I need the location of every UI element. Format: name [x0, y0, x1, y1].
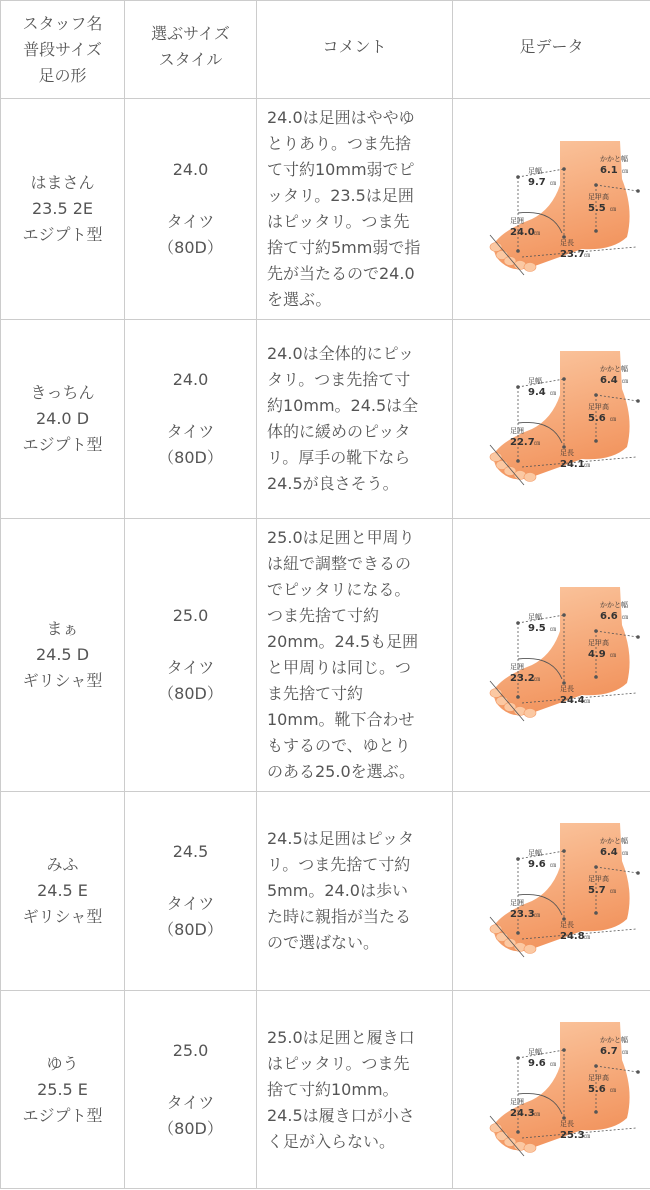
measure-point — [516, 857, 520, 861]
header-row — [1, 1, 650, 99]
style-label: タイツ — [166, 894, 215, 913]
chosen-size: 24.5 — [172, 842, 209, 861]
comment-line: リ。厚手の靴下なら — [267, 448, 411, 467]
chosen-size: 25.0 — [172, 1040, 209, 1060]
foot-diagram — [462, 585, 642, 725]
foot-data-cell — [453, 792, 650, 991]
comment-line: 24.0は足囲はややゆ — [267, 108, 415, 127]
girth-label: 足囲 — [509, 1097, 524, 1106]
spacer — [125, 393, 256, 419]
usual-size: 24.5 D — [35, 645, 90, 664]
unit-label: ㎝ — [549, 626, 556, 633]
measure-point — [516, 385, 520, 389]
comment-line: 24.0は全体的にピッ — [267, 344, 414, 363]
comment-cell — [257, 320, 453, 519]
unit-label: ㎝ — [549, 862, 556, 869]
measure-point — [516, 1130, 520, 1134]
measure-point — [636, 635, 640, 639]
measure-point — [594, 911, 598, 915]
instep-label: 足甲高 — [587, 193, 609, 201]
measure-point — [516, 459, 520, 463]
comment-line: とりあり。つま先捨 — [267, 134, 412, 153]
instep-value: 5.6 — [587, 1083, 606, 1095]
instep-label: 足甲高 — [587, 875, 609, 883]
chosen-size: 24.0 — [172, 370, 209, 389]
length-value: 25.3 — [559, 1129, 585, 1141]
comment-line: は紐で調整できるの — [267, 554, 412, 573]
toe-shape — [524, 473, 536, 482]
denier-label: （80D） — [158, 684, 223, 703]
girth-value: 22.7 — [509, 437, 535, 448]
header-staff-line: 普段サイズ — [23, 39, 102, 59]
staff-cell — [1, 99, 125, 320]
style-label: タイツ — [166, 1092, 215, 1112]
unit-label: ㎝ — [609, 652, 616, 659]
unit-label: ㎝ — [533, 912, 540, 919]
heel-value: 6.7 — [599, 1045, 618, 1057]
toe-shape — [524, 263, 536, 272]
unit-label: ㎝ — [609, 1086, 616, 1094]
chosen-size: 24.0 — [172, 160, 209, 179]
comment-cell — [257, 99, 453, 320]
header-size — [125, 1, 257, 99]
heel-label: かかと幅 — [599, 365, 628, 373]
foot-shape: ギリシャ型 — [22, 671, 103, 690]
unit-label: ㎝ — [549, 180, 556, 187]
comment-line: 10mm。靴下合わせ — [267, 710, 415, 729]
comment-line: つま先捨て寸約 — [267, 606, 380, 625]
heel-label: かかと幅 — [599, 601, 628, 609]
measure-point — [594, 629, 598, 633]
table-row — [1, 320, 650, 519]
measure-point — [562, 1048, 566, 1052]
staff-name: はまさん — [30, 173, 95, 192]
girth-label: 足囲 — [509, 899, 524, 907]
unit-label: ㎝ — [609, 416, 616, 423]
unit-label: ㎝ — [583, 462, 590, 469]
unit-label: ㎝ — [549, 390, 556, 397]
size-cell — [125, 991, 257, 1189]
foot-data-cell — [453, 99, 650, 320]
measure-point — [516, 175, 520, 179]
girth-label: 足囲 — [509, 427, 524, 435]
header-staff — [1, 1, 125, 99]
comment-line: く足が入らない。 — [267, 1131, 396, 1151]
chosen-size: 25.0 — [172, 606, 209, 625]
spacer — [125, 865, 256, 891]
girth-value: 24.0 — [509, 227, 535, 238]
size-cell — [125, 519, 257, 792]
comment-cell — [257, 519, 453, 792]
length-value: 23.7 — [559, 249, 585, 260]
comment-line: ッタリ。23.5は足囲 — [267, 186, 414, 205]
measure-point — [594, 1110, 598, 1114]
table-row — [1, 991, 650, 1189]
foot-diagram — [462, 1020, 642, 1160]
width-label: 足幅 — [527, 613, 542, 621]
heel-value: 6.4 — [599, 847, 618, 858]
style-label: タイツ — [166, 212, 215, 231]
comment-line: 24.5は足囲はピッタ — [267, 829, 414, 848]
heel-label: かかと幅 — [599, 1035, 628, 1044]
comment-line: 25.0は足囲と甲周り — [267, 528, 415, 547]
measure-point — [516, 621, 520, 625]
comment-line: 5mm。24.0は歩い — [267, 881, 408, 900]
header-comment-line: コメント — [322, 37, 387, 56]
usual-size: 25.5 E — [37, 1079, 88, 1099]
girth-value: 23.2 — [509, 673, 535, 684]
measure-point — [562, 377, 566, 381]
measure-point — [562, 167, 566, 171]
instep-value: 5.7 — [587, 885, 606, 896]
staff-name: みふ — [46, 855, 79, 874]
girth-label: 足囲 — [509, 217, 524, 225]
comment-line: と甲周りは同じ。つ — [267, 658, 412, 677]
measure-point — [516, 1056, 520, 1060]
denier-label: （80D） — [158, 448, 223, 467]
length-label: 足長 — [559, 685, 574, 693]
unit-label: ㎝ — [609, 206, 616, 213]
foot-diagram — [462, 821, 642, 961]
heel-value: 6.4 — [599, 375, 618, 386]
length-value: 24.4 — [559, 695, 585, 706]
table-row — [1, 519, 650, 792]
heel-value: 6.6 — [599, 611, 618, 622]
table-row — [1, 792, 650, 991]
measure-point — [516, 249, 520, 253]
foot-diagram — [462, 139, 642, 279]
unit-label: ㎝ — [621, 614, 628, 621]
foot-shape: エジプト型 — [22, 1105, 103, 1125]
unit-label: ㎝ — [533, 1110, 540, 1118]
width-label: 足幅 — [527, 1047, 542, 1056]
unit-label: ㎝ — [609, 888, 616, 895]
toe-shape — [524, 709, 536, 718]
foot-data-cell — [453, 991, 650, 1189]
unit-label: ㎝ — [621, 378, 628, 385]
width-value: 9.7 — [527, 177, 546, 188]
comment-line: タリ。つま先捨て寸 — [267, 370, 411, 389]
comment-line: ので選ばない。 — [267, 933, 380, 952]
width-value: 9.4 — [527, 387, 546, 398]
width-value: 9.5 — [527, 623, 546, 634]
unit-label: ㎝ — [533, 230, 540, 237]
comment-cell — [257, 792, 453, 991]
measure-point — [636, 1070, 640, 1074]
comment-line: でピッタリになる。 — [267, 580, 411, 599]
width-label: 足幅 — [527, 377, 542, 385]
header-staff-line: 足の形 — [38, 65, 87, 85]
length-label: 足長 — [559, 1119, 574, 1128]
unit-label: ㎝ — [583, 698, 590, 705]
spacer — [125, 629, 256, 655]
girth-value: 23.3 — [509, 909, 535, 920]
measure-point — [594, 675, 598, 679]
staff-cell — [1, 320, 125, 519]
spacer — [125, 183, 256, 209]
staff-name: ゆう — [46, 1053, 79, 1073]
comment-line: を選ぶ。 — [267, 290, 332, 309]
denier-label: （80D） — [158, 920, 223, 939]
denier-label: （80D） — [158, 1118, 223, 1138]
measure-point — [636, 871, 640, 875]
unit-label: ㎝ — [621, 850, 628, 857]
unit-label: ㎝ — [583, 934, 590, 941]
comment-line: 捨て寸約5mm弱で指 — [267, 238, 421, 257]
measure-point — [562, 849, 566, 853]
comment-line: 24.5が良さそう。 — [267, 474, 399, 493]
measure-point — [594, 865, 598, 869]
instep-label: 足甲高 — [587, 639, 609, 647]
unit-label: ㎝ — [533, 440, 540, 447]
header-size-line: 選ぶサイズ — [151, 24, 230, 43]
comment-line: て寸約10mm弱でピ — [267, 160, 415, 179]
comment-line: 先が当たるので24.0 — [267, 264, 415, 283]
width-label: 足幅 — [527, 167, 542, 175]
usual-size: 24.0 D — [35, 409, 90, 428]
measure-point — [594, 439, 598, 443]
comment-line: はピッタリ。つま先 — [267, 1053, 410, 1073]
staff-name: きっちん — [30, 383, 95, 402]
comment-cell — [257, 991, 453, 1189]
measure-point — [516, 931, 520, 935]
width-value: 9.6 — [527, 1057, 546, 1069]
comment-line: 捨て寸約10mm。 — [267, 1079, 399, 1099]
foot-data-cell — [453, 519, 650, 792]
heel-value: 6.1 — [599, 165, 618, 176]
toe-shape — [524, 945, 536, 954]
header-size-line: スタイル — [158, 50, 223, 69]
size-cell — [125, 320, 257, 519]
unit-label: ㎝ — [533, 676, 540, 683]
comment-line: リ。つま先捨て寸約 — [267, 855, 411, 874]
unit-label: ㎝ — [583, 252, 590, 259]
heel-label: かかと幅 — [599, 837, 628, 845]
staff-cell — [1, 792, 125, 991]
instep-label: 足甲高 — [587, 403, 609, 411]
instep-value: 5.6 — [587, 413, 606, 424]
unit-label: ㎝ — [583, 1132, 590, 1140]
girth-value: 24.3 — [509, 1107, 535, 1119]
comment-line: た時に親指が当たる — [267, 907, 412, 926]
staff-name: まぁ — [46, 619, 79, 638]
staff-cell — [1, 519, 125, 792]
usual-size: 23.5 2E — [32, 199, 93, 218]
header-comment — [257, 1, 453, 99]
heel-label: かかと幅 — [599, 155, 628, 163]
header-foot-data — [453, 1, 650, 99]
comment-line: のある25.0を選ぶ。 — [267, 762, 415, 781]
unit-label: ㎝ — [621, 1048, 628, 1056]
comment-line: はピッタリ。つま先 — [267, 212, 410, 231]
measure-point — [594, 1064, 598, 1068]
length-value: 24.8 — [559, 931, 585, 942]
length-label: 足長 — [559, 239, 574, 247]
size-cell — [125, 792, 257, 991]
measure-point — [562, 613, 566, 617]
foot-shape: エジプト型 — [22, 435, 103, 454]
length-label: 足長 — [559, 449, 574, 457]
comment-line: 体的に緩めのピッタ — [267, 422, 411, 441]
comment-line: 20mm。24.5も足囲 — [267, 632, 419, 651]
foot-shape: ギリシャ型 — [22, 907, 103, 926]
style-label: タイツ — [166, 422, 215, 441]
measure-point — [594, 229, 598, 233]
measure-point — [636, 399, 640, 403]
girth-label: 足囲 — [509, 663, 524, 671]
instep-value: 5.5 — [587, 203, 606, 214]
foot-shape: エジプト型 — [22, 225, 103, 244]
table-row — [1, 99, 650, 320]
style-label: タイツ — [166, 658, 215, 677]
length-value: 24.1 — [559, 459, 585, 470]
usual-size: 24.5 E — [37, 881, 88, 900]
instep-value: 4.9 — [587, 649, 606, 660]
measure-point — [594, 393, 598, 397]
header-foot-data-line: 足データ — [519, 37, 584, 56]
measure-point — [636, 189, 640, 193]
measure-point — [516, 695, 520, 699]
comment-line: もするので、ゆとり — [267, 736, 411, 755]
comment-line: 24.5は履き口が小さ — [267, 1105, 415, 1125]
header-staff-line: スタッフ名 — [22, 13, 103, 33]
comment-line: 約10mm。24.5は全 — [267, 396, 419, 415]
denier-label: （80D） — [158, 238, 223, 257]
width-label: 足幅 — [527, 849, 542, 857]
comment-line: 25.0は足囲と履き口 — [267, 1027, 415, 1047]
unit-label: ㎝ — [549, 1060, 556, 1068]
measure-point — [594, 183, 598, 187]
spacer — [125, 1064, 256, 1090]
comment-line: ま先捨て寸約 — [267, 684, 364, 703]
foot-data-cell — [453, 320, 650, 519]
toe-shape — [524, 1143, 536, 1152]
unit-label: ㎝ — [621, 168, 628, 175]
size-cell — [125, 99, 257, 320]
instep-label: 足甲高 — [587, 1073, 609, 1082]
length-label: 足長 — [559, 921, 574, 929]
foot-diagram — [462, 349, 642, 489]
width-value: 9.6 — [527, 859, 546, 870]
staff-cell — [1, 991, 125, 1189]
